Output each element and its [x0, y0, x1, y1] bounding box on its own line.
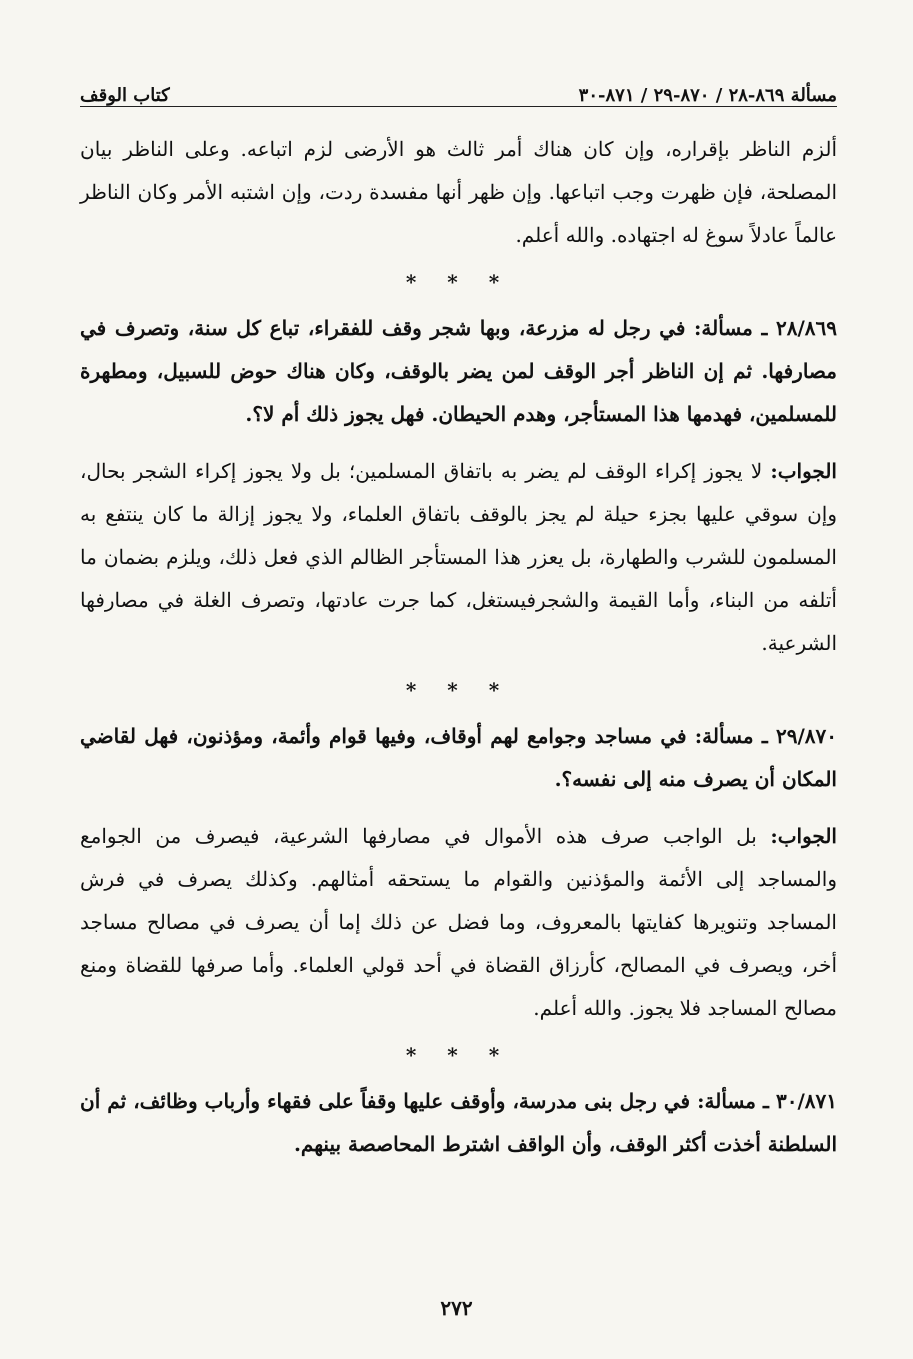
- section-separator: * * *: [405, 678, 512, 702]
- question-text: في مساجد وجوامع لهم أوقاف، وفيها قوام وأئمة، ومؤذنون، فهل لقاضي المكان أن يصرف منه إلى نفسه؟.: [80, 724, 837, 791]
- question-text: في رجل له مزرعة، وبها شجر وقف للفقراء، تباع كل سنة، وتصرف في مصارفها. ثم إن الناظر أجر الوقف لمن يضر بالوقف، وكان هناك حوض للسبيل، ومطهرة للمسلمين، فهدمها هذا المستأجر، وهدم الحيطان. فهل يجوز ذلك أم لا؟.: [80, 316, 837, 426]
- page-number: ٢٧٢: [440, 1296, 473, 1320]
- page-body: [80, 128, 837, 1166]
- question-number: ٢٨/٨٦٩ ـ مسألة:: [694, 316, 837, 340]
- intro-paragraph: ألزم الناظر بإقراره، وإن كان هناك أمر ثالث هو الأرضى لزم اتباعه. وعلى الناظر بيان المصلحة، فإن ظهرت وجب اتباعها. وإن ظهر أنها مفسدة ردت، وإن اشتبه الأمر وكان الناظر عالماً عادلاً سوغ له اجتهاده. والله أعلم.: [80, 137, 837, 247]
- answer-text: بل الواجب صرف هذه الأموال في مصارفها الشرعية، فيصرف من الجوامع والمساجد إلى الأئمة والمؤذنين والقوام ما يستحقه أمثالهم. وكذلك يصرف في فرش المساجد وتنويرها كفايتها بالمعروف، وما فضل عن ذلك إما أن يصرف في مصالح مساجد أخر، ويصرف في المصالح، كأرزاق القضاة في أحد قولي العلماء. وأما صرفها للقضاة ومنع مصالح المساجد فلا يجوز. والله أعلم.: [80, 824, 837, 1020]
- section-separator: * * *: [405, 1043, 512, 1067]
- question-870: [80, 715, 837, 801]
- header-book-title: كتاب الوقف: [80, 85, 170, 106]
- answer-869: [80, 450, 837, 665]
- question-text: في رجل بنى مدرسة، وأوقف عليها وقفاً على فقهاء وأرباب وظائف، ثم أن السلطنة أخذت أكثر الوقف، وأن الواقف اشترط المحاصصة بينهم.: [80, 1089, 837, 1156]
- answer-label: الجواب:: [770, 459, 837, 483]
- header-chapter-ref: مسألة ٨٦٩-٢٨ / ٨٧٠-٢٩ / ٨٧١-٣٠: [578, 85, 837, 106]
- answer-text: لا يجوز إكراء الوقف لم يضر به باتفاق المسلمين؛ بل ولا يجوز إكراء الشجر بحال، وإن سوقي عليها بجزء حيلة لم يجز بالوقف باتفاق العلماء، ولا يجوز إزالة ما كان ينتفع به المسلمون للشرب والطهارة، بل يعزر هذا المستأجر الظالم الذي فعل ذلك، ويلزم بضمان ما أتلفه من البناء، وأما القيمة والشجرفيستغل، كما جرت عادتها، وتصرف الغلة في مصارفها الشرعية.: [80, 459, 837, 655]
- answer-870: [80, 815, 837, 1030]
- question-869: [80, 307, 837, 436]
- question-871: [80, 1080, 837, 1166]
- header-divider: [80, 106, 837, 107]
- section-separator: * * *: [405, 270, 512, 294]
- question-number: ٣٠/٨٧١ ـ مسألة:: [697, 1089, 837, 1113]
- running-header: [80, 66, 837, 106]
- question-number: ٢٩/٨٧٠ ـ مسألة:: [694, 724, 838, 748]
- answer-label: الجواب:: [770, 824, 837, 848]
